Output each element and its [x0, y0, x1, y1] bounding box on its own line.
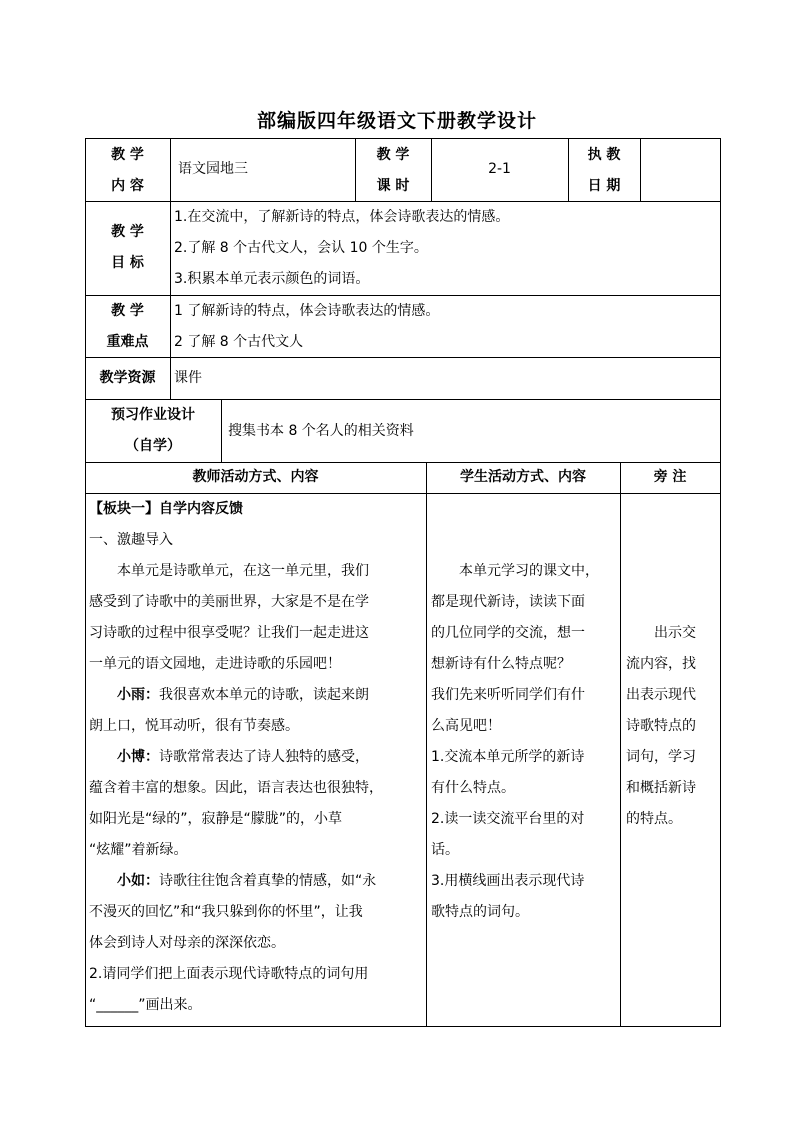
goals-label: 教 学 目 标 [111, 224, 144, 271]
content-label: 教 学 内 容 [111, 147, 144, 194]
speaker-name: 小如： [117, 873, 159, 889]
period-label: 教 学 课 时 [376, 147, 410, 194]
list-item: 2 了解 8 个古代文人 [174, 334, 304, 350]
list-item: 2.了解 8 个古代文人，会认 10 个生字。 [174, 240, 428, 256]
date-label: 执 教 日 期 [587, 147, 621, 194]
student-activity: 本单元学习的课文中， 都是现代新诗，读读下面 的几位同学的交流，想一 想新诗有什么特点呢？ 我们先来听听同学们有什 么高见吧！ 1.交流本单元所学的新诗 有什么特点。 2.读一读交流平台里的对 话。 3.用横线画出表示现代诗 歌特点的词句。 [431, 563, 599, 920]
list-item: 1.在交流中，了解新诗的特点，体会诗歌表达的情感。 [174, 209, 510, 225]
list-item: 1 了解新诗的特点，体会诗歌表达的情感。 [174, 303, 440, 319]
resources-label: 教学资源 [99, 370, 156, 386]
teacher-activity: 【板块一】自学内容反馈 一、激趣导入 本单元是诗歌单元，在这一单元里，我们 感受到了诗歌中的美丽世界，大家是不是在学 习诗歌的过程中很享受呢？让我们一起走进这 一单元的语文园地，走进诗歌的乐园吧！ 小雨：我很喜欢本单元的诗歌，读起来朗 朗上口，悦耳动听，很有节奏感。 小博：诗歌常常表达了诗人独特的感受， 蕴含着丰富的想象。因此，语言表达也很独特， 如阳光是“绿的”，寂静是“朦胧”的，小草 “炫耀”着新绿。 小如：诗歌往往饱含着真挚的情感，如“永 不漫灭的回忆”和“我只躲到你的怀里”，让我 体会到诗人对母亲的深深依恋。 2.请同学们把上面表示现代诗歌特点的词句用 “______”画出来。 [89, 494, 423, 1021]
notes-column-header: 旁 注 [653, 469, 687, 485]
content-value: 语文园地三 [178, 161, 248, 177]
list-item: 3.积累本单元表示颜色的词语。 [174, 271, 370, 287]
key-points-label: 教 学 重难点 [106, 303, 149, 350]
teacher-column-header: 教师活动方式、内容 [192, 469, 319, 485]
student-column-header: 学生活动方式、内容 [460, 469, 586, 485]
notes-text: 出示交 流内容，找 出表示现代 诗歌特点的 词句，学习 和概括新诗 的特点。 [626, 625, 696, 827]
resources-value: 课件 [174, 370, 202, 386]
goals-list [174, 202, 714, 295]
period-value: 2-1 [488, 161, 511, 177]
homework-label: 预习作业设计 （自学） [111, 407, 195, 454]
homework-value: 搜集书本 8 个名人的相关资料 [228, 423, 414, 439]
speaker-name: 小博： [117, 749, 159, 765]
speaker-name: 小雨： [117, 687, 159, 703]
key-points-list [174, 296, 714, 358]
section-heading: 【板块一】自学内容反馈 [89, 501, 243, 517]
page-title: 部编版四年级语文下册教学设计 [256, 110, 537, 132]
sub-heading: 一、激趣导入 [89, 532, 173, 548]
